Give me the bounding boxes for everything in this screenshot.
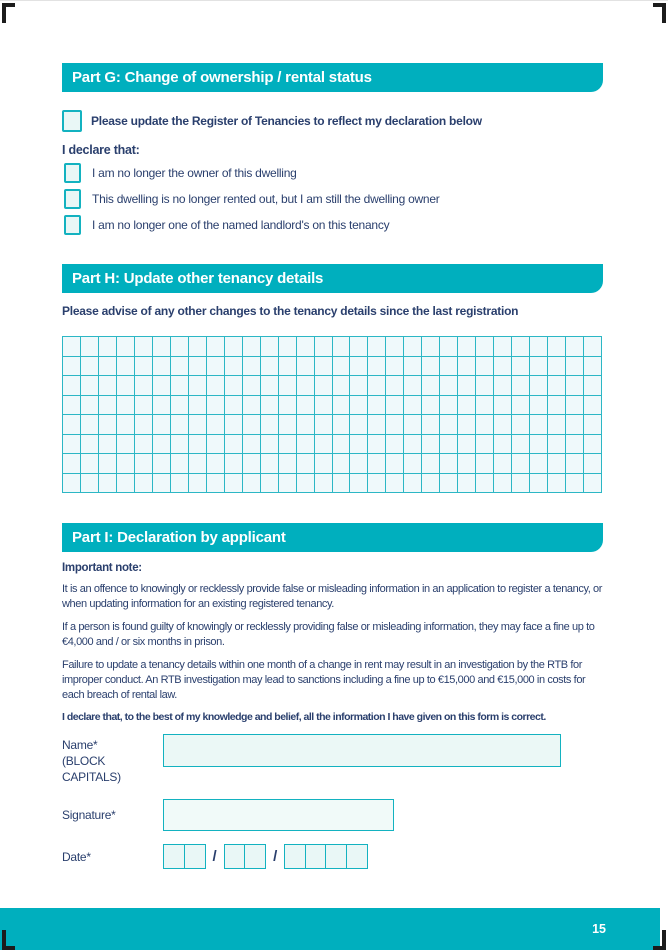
grid-cell[interactable] [153, 474, 171, 494]
declare-heading: I declare that: [62, 143, 140, 157]
option-row-not-rented [62, 189, 603, 209]
grid-cell[interactable] [207, 415, 225, 435]
grid-cell[interactable] [117, 337, 135, 357]
grid-cell[interactable] [99, 474, 117, 494]
grid-cell[interactable] [243, 396, 261, 416]
grid-cell[interactable] [584, 435, 602, 455]
date-cell[interactable] [346, 844, 368, 869]
grid-cell[interactable] [63, 474, 81, 494]
grid-cell[interactable] [440, 435, 458, 455]
grid-cell[interactable] [279, 396, 297, 416]
grid-cell[interactable] [476, 435, 494, 455]
grid-cell[interactable] [297, 435, 315, 455]
grid-cell[interactable] [207, 454, 225, 474]
update-register-label: Please update the Register of Tenancies to reflect my declaration below [91, 114, 482, 128]
grid-cell[interactable] [279, 435, 297, 455]
grid-cell[interactable] [566, 357, 584, 377]
grid-cell[interactable] [297, 357, 315, 377]
grid-cell[interactable] [261, 337, 279, 357]
grid-cell[interactable] [279, 415, 297, 435]
grid-cell[interactable] [440, 396, 458, 416]
grid-cell[interactable] [153, 357, 171, 377]
grid-cell[interactable] [584, 357, 602, 377]
date-cell[interactable] [224, 844, 246, 869]
grid-cell[interactable] [584, 396, 602, 416]
grid-cell[interactable] [566, 474, 584, 494]
grid-cell[interactable] [135, 435, 153, 455]
grid-cell[interactable] [368, 357, 386, 377]
grid-cell[interactable] [171, 474, 189, 494]
grid-cell[interactable] [422, 435, 440, 455]
grid-cell[interactable] [368, 337, 386, 357]
grid-cell[interactable] [584, 376, 602, 396]
grid-cell[interactable] [243, 415, 261, 435]
grid-cell[interactable] [63, 357, 81, 377]
grid-cell[interactable] [422, 454, 440, 474]
grid-cell[interactable] [243, 454, 261, 474]
grid-cell[interactable] [368, 415, 386, 435]
grid-cell[interactable] [189, 396, 207, 416]
grid-cell[interactable] [189, 474, 207, 494]
grid-cell[interactable] [81, 474, 99, 494]
grid-cell[interactable] [207, 396, 225, 416]
grid-cell[interactable] [530, 474, 548, 494]
signature-input[interactable] [163, 799, 394, 831]
grid-cell[interactable] [494, 337, 512, 357]
note-paragraph: Failure to update a tenancy details within one month of a change in rent may result in an investigation by the RTB for improper conduct. An RTB investigation may lead to sanctions including a fine up to €15,000 and €15,000 in costs for each breach of rental law. [62, 659, 586, 701]
grid-cell[interactable] [171, 376, 189, 396]
grid-cell[interactable] [386, 376, 404, 396]
grid-cell[interactable] [404, 435, 422, 455]
grid-cell[interactable] [261, 435, 279, 455]
grid-cell[interactable] [333, 474, 351, 494]
grid-cell[interactable] [63, 376, 81, 396]
grid-cell[interactable] [135, 376, 153, 396]
signature-label: Signature* [62, 808, 116, 822]
grid-cell[interactable] [135, 337, 153, 357]
grid-cell[interactable] [440, 357, 458, 377]
date-cell-group [224, 844, 267, 869]
grid-cell[interactable] [530, 454, 548, 474]
crop-mark-bottom-left [2, 930, 6, 950]
date-cell[interactable] [305, 844, 327, 869]
name-field-row [62, 734, 603, 785]
grid-cell[interactable] [386, 454, 404, 474]
grid-cell[interactable] [279, 376, 297, 396]
grid-cell[interactable] [333, 415, 351, 435]
grid-cell[interactable] [476, 396, 494, 416]
grid-cell[interactable] [476, 415, 494, 435]
name-input[interactable] [163, 734, 561, 767]
grid-cell[interactable] [476, 337, 494, 357]
grid-cell[interactable] [81, 415, 99, 435]
grid-cell[interactable] [225, 435, 243, 455]
option-row-not-named-landlord [62, 215, 603, 235]
grid-cell[interactable] [584, 337, 602, 357]
grid-cell[interactable] [279, 454, 297, 474]
grid-cell[interactable] [225, 337, 243, 357]
grid-cell[interactable] [422, 337, 440, 357]
grid-cell[interactable] [548, 357, 566, 377]
grid-cell[interactable] [243, 474, 261, 494]
grid-cell[interactable] [476, 357, 494, 377]
date-cell[interactable] [244, 844, 266, 869]
grid-cell[interactable] [350, 474, 368, 494]
grid-cell[interactable] [135, 454, 153, 474]
grid-cell[interactable] [315, 415, 333, 435]
not-rented-label: This dwelling is no longer rented out, but I am still the dwelling owner [92, 192, 440, 206]
grid-cell[interactable] [566, 415, 584, 435]
grid-cell[interactable] [189, 415, 207, 435]
grid-cell[interactable] [422, 396, 440, 416]
grid-cell[interactable] [279, 337, 297, 357]
footer-band [0, 908, 660, 950]
grid-cell[interactable] [512, 474, 530, 494]
grid-cell[interactable] [99, 396, 117, 416]
date-separator: / [273, 848, 278, 865]
grid-cell[interactable] [548, 435, 566, 455]
grid-cell[interactable] [422, 376, 440, 396]
grid-cell[interactable] [225, 474, 243, 494]
grid-cell[interactable] [189, 376, 207, 396]
grid-cell[interactable] [494, 376, 512, 396]
grid-cell[interactable] [171, 337, 189, 357]
grid-cell[interactable] [512, 435, 530, 455]
grid-cell[interactable] [63, 435, 81, 455]
grid-cell[interactable] [458, 396, 476, 416]
grid-cell[interactable] [207, 337, 225, 357]
date-cell-group [284, 844, 368, 869]
grid-cell[interactable] [386, 474, 404, 494]
grid-cell[interactable] [566, 396, 584, 416]
note-paragraph: It is an offence to knowingly or recklessly provide false or misleading information in an application to register a tenancy, or when updating information for an existing registered tenancy. [62, 583, 603, 610]
date-cell[interactable] [284, 844, 306, 869]
block-capitals-label: (BLOCK CAPITALS) [62, 754, 121, 784]
crop-mark-top-left [2, 3, 6, 23]
name-label-text: Name* [62, 738, 98, 752]
grid-cell[interactable] [494, 415, 512, 435]
grid-cell[interactable] [350, 376, 368, 396]
grid-cell[interactable] [530, 435, 548, 455]
grid-cell[interactable] [333, 357, 351, 377]
grid-cell[interactable] [297, 454, 315, 474]
grid-cell[interactable] [368, 376, 386, 396]
grid-cell[interactable] [458, 454, 476, 474]
grid-cell[interactable] [279, 474, 297, 494]
grid-cell[interactable] [584, 454, 602, 474]
form-content [62, 1, 603, 869]
grid-cell[interactable] [315, 396, 333, 416]
grid-cell[interactable] [548, 337, 566, 357]
grid-cell[interactable] [530, 415, 548, 435]
grid-cell[interactable] [512, 376, 530, 396]
grid-cell[interactable] [386, 337, 404, 357]
grid-cell[interactable] [117, 415, 135, 435]
grid-cell[interactable] [530, 337, 548, 357]
important-note-label: Important note: [62, 562, 142, 574]
grid-cell[interactable] [548, 454, 566, 474]
date-cell[interactable] [325, 844, 347, 869]
grid-cell[interactable] [584, 415, 602, 435]
grid-cell[interactable] [261, 454, 279, 474]
declaration-statement: I declare that, to the best of my knowledge and belief, all the information I have given on this form is correct. [62, 711, 546, 723]
grid-cell[interactable] [333, 454, 351, 474]
grid-cell[interactable] [117, 454, 135, 474]
grid-cell[interactable] [494, 435, 512, 455]
grid-cell[interactable] [386, 396, 404, 416]
part-h-header [62, 264, 603, 293]
grid-cell[interactable] [243, 357, 261, 377]
grid-cell[interactable] [512, 337, 530, 357]
grid-cell[interactable] [207, 376, 225, 396]
grid-cell[interactable] [225, 415, 243, 435]
part-g-title: Part G: Change of ownership / rental status [72, 69, 372, 86]
grid-cell[interactable] [458, 435, 476, 455]
part-h-title: Part H: Update other tenancy details [72, 270, 324, 287]
grid-cell[interactable] [458, 357, 476, 377]
part-i-header [62, 523, 603, 552]
date-input-group [163, 844, 368, 869]
grid-cell[interactable] [404, 396, 422, 416]
not-named-landlord-checkbox[interactable] [64, 215, 81, 235]
grid-cell[interactable] [171, 435, 189, 455]
grid-cell[interactable] [548, 396, 566, 416]
grid-cell[interactable] [63, 396, 81, 416]
grid-cell[interactable] [404, 376, 422, 396]
grid-cell[interactable] [207, 357, 225, 377]
grid-cell[interactable] [117, 435, 135, 455]
grid-cell[interactable] [225, 376, 243, 396]
grid-cell[interactable] [315, 337, 333, 357]
grid-cell[interactable] [350, 454, 368, 474]
not-named-landlord-label: I am no longer one of the named landlord's on this tenancy [92, 218, 390, 232]
grid-cell[interactable] [368, 396, 386, 416]
grid-cell[interactable] [458, 415, 476, 435]
grid-cell[interactable] [189, 337, 207, 357]
grid-cell[interactable] [512, 357, 530, 377]
grid-cell[interactable] [81, 454, 99, 474]
crop-mark-bottom-right [662, 930, 666, 950]
grid-cell[interactable] [261, 396, 279, 416]
grid-cell[interactable] [530, 396, 548, 416]
grid-cell[interactable] [63, 415, 81, 435]
part-g-header [62, 63, 603, 92]
grid-cell[interactable] [297, 474, 315, 494]
grid-cell[interactable] [315, 376, 333, 396]
grid-cell[interactable] [171, 357, 189, 377]
grid-cell[interactable] [153, 435, 171, 455]
grid-cell[interactable] [243, 435, 261, 455]
grid-cell[interactable] [189, 454, 207, 474]
grid-cell[interactable] [404, 454, 422, 474]
grid-cell[interactable] [315, 435, 333, 455]
grid-cell[interactable] [404, 337, 422, 357]
grid-cell[interactable] [297, 396, 315, 416]
grid-cell[interactable] [350, 337, 368, 357]
date-separator: / [212, 848, 217, 865]
grid-cell[interactable] [566, 435, 584, 455]
grid-cell[interactable] [207, 435, 225, 455]
update-register-checkbox[interactable] [62, 110, 82, 132]
grid-cell[interactable] [117, 474, 135, 494]
update-register-row [62, 110, 603, 132]
grid-cell[interactable] [243, 376, 261, 396]
grid-cell[interactable] [117, 376, 135, 396]
grid-cell[interactable] [512, 415, 530, 435]
date-label: Date* [62, 849, 91, 864]
grid-cell[interactable] [153, 396, 171, 416]
part-i-title: Part I: Declaration by applicant [72, 529, 286, 546]
grid-cell[interactable] [333, 396, 351, 416]
grid-cell[interactable] [117, 357, 135, 377]
grid-cell[interactable] [153, 415, 171, 435]
grid-cell[interactable] [584, 474, 602, 494]
grid-cell[interactable] [368, 454, 386, 474]
grid-cell[interactable] [153, 454, 171, 474]
date-field-row [62, 844, 603, 869]
grid-cell[interactable] [512, 396, 530, 416]
grid-cell[interactable] [333, 376, 351, 396]
grid-cell[interactable] [440, 454, 458, 474]
grid-cell[interactable] [566, 376, 584, 396]
no-longer-owner-label: I am no longer the owner of this dwelling [92, 166, 297, 180]
grid-cell[interactable] [81, 376, 99, 396]
date-cell[interactable] [163, 844, 185, 869]
grid-cell[interactable] [440, 474, 458, 494]
grid-cell[interactable] [566, 454, 584, 474]
grid-cell[interactable] [548, 376, 566, 396]
grid-cell[interactable] [494, 474, 512, 494]
grid-cell[interactable] [386, 415, 404, 435]
grid-cell[interactable] [315, 454, 333, 474]
grid-cell[interactable] [404, 474, 422, 494]
grid-cell[interactable] [171, 396, 189, 416]
name-label [62, 734, 163, 785]
grid-cell[interactable] [153, 376, 171, 396]
grid-cell[interactable] [261, 357, 279, 377]
grid-cell[interactable] [99, 415, 117, 435]
grid-cell[interactable] [458, 337, 476, 357]
grid-cell[interactable] [189, 357, 207, 377]
note-paragraph: If a person is found guilty of knowingly or recklessly providing false or misleading information, they may face a fine up to €4,000 and / or six months in prison. [62, 621, 595, 648]
grid-cell[interactable] [261, 376, 279, 396]
grid-cell[interactable] [81, 396, 99, 416]
date-cell-group [163, 844, 206, 869]
writing-grid [62, 336, 602, 493]
grid-cell[interactable] [422, 415, 440, 435]
grid-cell[interactable] [512, 454, 530, 474]
grid-cell[interactable] [350, 415, 368, 435]
grid-cell[interactable] [225, 396, 243, 416]
grid-cell[interactable] [243, 337, 261, 357]
crop-mark-top-right [662, 3, 666, 23]
grid-cell[interactable] [153, 337, 171, 357]
page-number: 15 [592, 922, 606, 936]
grid-cell[interactable] [279, 357, 297, 377]
grid-cell[interactable] [99, 357, 117, 377]
grid-cell[interactable] [440, 337, 458, 357]
grid-cell[interactable] [261, 415, 279, 435]
grid-cell[interactable] [440, 376, 458, 396]
date-cell[interactable] [184, 844, 206, 869]
grid-cell[interactable] [386, 357, 404, 377]
grid-cell[interactable] [99, 337, 117, 357]
grid-cell[interactable] [476, 454, 494, 474]
grid-cell[interactable] [458, 474, 476, 494]
grid-cell[interactable] [135, 396, 153, 416]
grid-cell[interactable] [81, 357, 99, 377]
grid-cell[interactable] [117, 396, 135, 416]
grid-cell[interactable] [315, 357, 333, 377]
grid-cell[interactable] [494, 454, 512, 474]
grid-cell[interactable] [207, 474, 225, 494]
grid-cell[interactable] [530, 357, 548, 377]
grid-cell[interactable] [386, 435, 404, 455]
grid-cell[interactable] [368, 474, 386, 494]
option-row-no-longer-owner [62, 163, 603, 183]
grid-cell[interactable] [368, 435, 386, 455]
grid-cell[interactable] [333, 337, 351, 357]
grid-cell[interactable] [225, 454, 243, 474]
grid-cell[interactable] [297, 337, 315, 357]
grid-cell[interactable] [63, 337, 81, 357]
signature-field-row [62, 799, 603, 831]
grid-cell[interactable] [566, 337, 584, 357]
grid-cell[interactable] [99, 454, 117, 474]
grid-cell[interactable] [135, 357, 153, 377]
grid-cell[interactable] [171, 454, 189, 474]
grid-cell[interactable] [99, 435, 117, 455]
grid-cell[interactable] [350, 357, 368, 377]
grid-cell[interactable] [494, 357, 512, 377]
grid-cell[interactable] [458, 376, 476, 396]
grid-cell[interactable] [548, 415, 566, 435]
grid-cell[interactable] [135, 415, 153, 435]
grid-cell[interactable] [189, 435, 207, 455]
grid-cell[interactable] [440, 415, 458, 435]
grid-cell[interactable] [261, 474, 279, 494]
grid-cell[interactable] [530, 376, 548, 396]
grid-cell[interactable] [225, 357, 243, 377]
grid-cell[interactable] [315, 474, 333, 494]
grid-cell[interactable] [494, 396, 512, 416]
grid-cell[interactable] [333, 435, 351, 455]
grid-cell[interactable] [476, 376, 494, 396]
part-h-instruction: Please advise of any other changes to the tenancy details since the last registration [62, 304, 519, 318]
grid-cell[interactable] [404, 357, 422, 377]
no-longer-owner-checkbox[interactable] [64, 163, 81, 183]
not-rented-checkbox[interactable] [64, 189, 81, 209]
grid-cell[interactable] [422, 357, 440, 377]
grid-cell[interactable] [350, 396, 368, 416]
grid-cell[interactable] [297, 415, 315, 435]
grid-cell[interactable] [422, 474, 440, 494]
grid-cell[interactable] [171, 415, 189, 435]
grid-cell[interactable] [81, 337, 99, 357]
grid-cell[interactable] [404, 415, 422, 435]
grid-cell[interactable] [476, 474, 494, 494]
grid-cell[interactable] [63, 454, 81, 474]
grid-cell[interactable] [297, 376, 315, 396]
grid-cell[interactable] [135, 474, 153, 494]
grid-cell[interactable] [548, 474, 566, 494]
grid-cell[interactable] [99, 376, 117, 396]
grid-cell[interactable] [81, 435, 99, 455]
grid-cell[interactable] [350, 435, 368, 455]
